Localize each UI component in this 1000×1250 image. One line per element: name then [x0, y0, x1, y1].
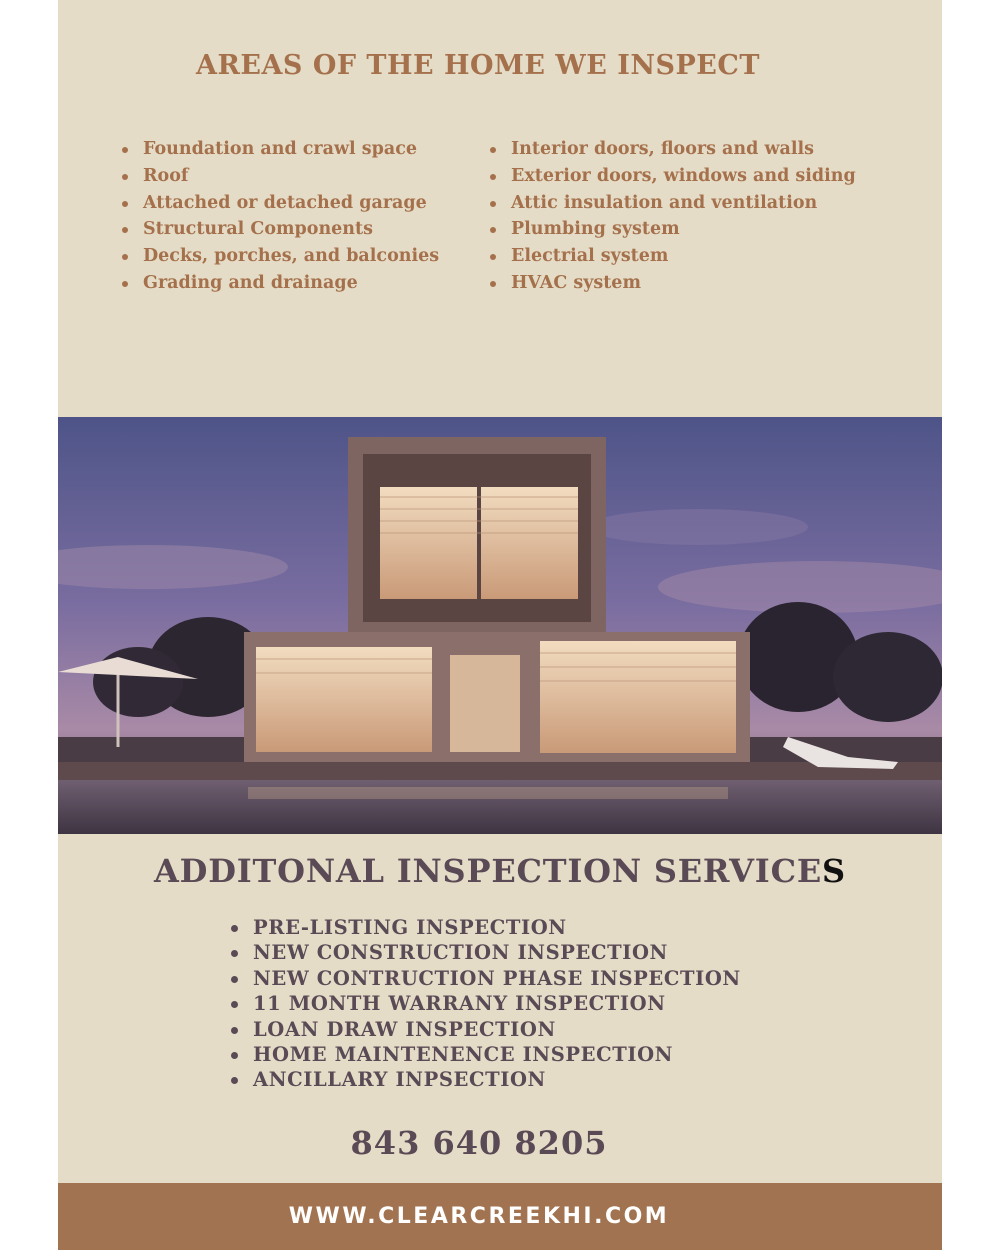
list-item: ANCILLARY INPSECTION — [228, 1067, 741, 1092]
list-item: NEW CONSTRUCTION INSPECTION — [228, 940, 741, 965]
list-item: Electrial system — [489, 243, 856, 270]
list-item: Foundation and crawl space — [121, 136, 439, 163]
list-item: Interior doors, floors and walls — [489, 136, 856, 163]
list-item: Structural Components — [121, 216, 439, 243]
website-link[interactable]: WWW.CLEARCREEKHI.COM — [288, 1204, 670, 1229]
list-item: Plumbing system — [489, 216, 856, 243]
list-item: Roof — [121, 163, 439, 190]
list-item: Decks, porches, and balconies — [121, 243, 439, 270]
areas-list-right — [489, 136, 856, 297]
list-item: Attached or detached garage — [121, 190, 439, 217]
title-main: ADDITONAL INSPECTION SERVICE — [154, 852, 823, 890]
house-photo — [58, 417, 942, 834]
list-item: 11 MONTH WARRANY INSPECTION — [228, 991, 741, 1016]
areas-title: AREAS OF THE HOME WE INSPECT — [196, 50, 760, 81]
flyer-page — [58, 0, 942, 1250]
phone-number: 843 640 8205 — [350, 1124, 608, 1162]
list-item: HVAC system — [489, 270, 856, 297]
footer-bar — [58, 1183, 942, 1250]
list-item: LOAN DRAW INSPECTION — [228, 1017, 741, 1042]
list-item: Grading and drainage — [121, 270, 439, 297]
title-last-letter: S — [822, 852, 846, 890]
list-item: Attic insulation and ventilation — [489, 190, 856, 217]
list-item: HOME MAINTENENCE INSPECTION — [228, 1042, 741, 1067]
list-item: PRE-LISTING INSPECTION — [228, 915, 741, 940]
additional-services-title — [58, 852, 942, 890]
list-item: Exterior doors, windows and siding — [489, 163, 856, 190]
areas-list-left — [121, 136, 439, 297]
services-list — [228, 915, 741, 1093]
list-item: NEW CONTRUCTION PHASE INSPECTION — [228, 966, 741, 991]
